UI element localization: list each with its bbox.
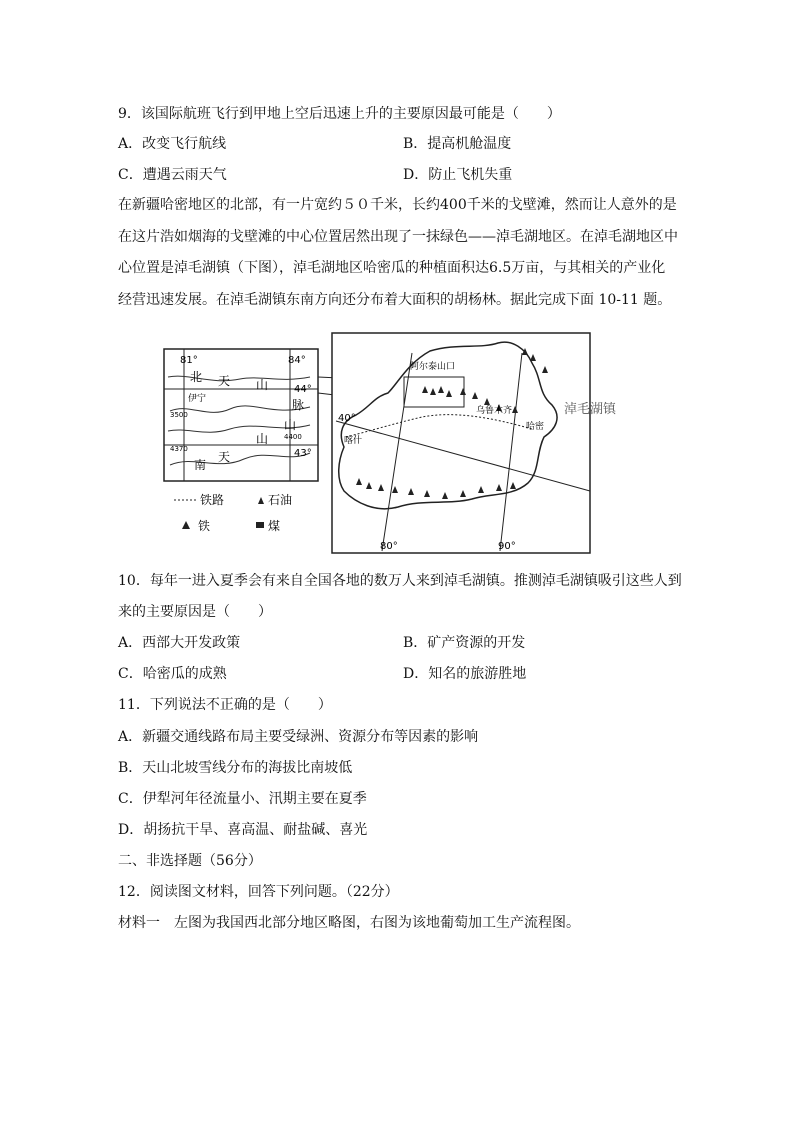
material-line: 在新疆哈密地区的北部，有一片宽约５０千米，长约400千米的戈壁滩，然而让人意外的是 [118, 197, 677, 213]
q9-stem: 9．该国际航班飞行到甲地上空后迅速上升的主要原因最可能是（ ） [118, 106, 561, 122]
q10-stem-line1: 10．每年一进入夏季会有来自全国各地的数万人来到淖毛湖镇。推测淖毛湖镇吸引这些人到 [118, 573, 682, 589]
inset-range-label: 南 [194, 458, 207, 472]
q10-option-c: C．哈密瓜的成熟 [118, 666, 227, 682]
q11-option-b: B．天山北坡雪线分布的海拔比南坡低 [118, 760, 353, 776]
material-line: 经营迅速发展。在淖毛湖镇东南方向还分布着大面积的胡杨林。据此完成下面 10-11 题。 [118, 291, 672, 308]
inset-elevation: 4370 [170, 445, 188, 453]
q9-option-c: C．遭遇云雨天气 [118, 167, 227, 183]
legend-oil-label: 石油 [268, 493, 293, 507]
legend-oil-icon [258, 497, 264, 504]
lat-40-label: 40° [338, 413, 356, 424]
q10-stem-line2: 来的主要原因是（ ） [118, 604, 272, 620]
urumqi-label: 乌鲁木齐 [476, 406, 513, 416]
q10-option-a: A．西部大开发政策 [118, 635, 241, 651]
inset-range-label: 山 [256, 432, 269, 446]
legend-coal-icon [256, 522, 264, 528]
section2-title: 二、非选择题（56分） [118, 853, 262, 869]
lon-80-label: 80° [380, 541, 398, 552]
inset-lat-bottom: 43° [294, 448, 312, 459]
legend-iron-icon [182, 521, 190, 529]
kashgar-label: 喀什 [344, 436, 363, 446]
inset-city-label: 伊宁 [188, 394, 207, 404]
inset-lat-top: 44° [294, 384, 312, 395]
xinjiang-map-figure [160, 333, 617, 555]
q12-material1: 材料一 左图为我国西北部分地区略图，右图为该地葡萄加工生产流程图。 [118, 915, 580, 931]
inset-range-label: 山 [284, 418, 297, 432]
q10-option-d: D．知名的旅游胜地 [403, 666, 527, 682]
inset-elevation: 3500 [170, 411, 188, 419]
legend-iron-label: 铁 [198, 519, 211, 533]
q11-option-a: A．新疆交通线路布局主要受绿洲、资源分布等因素的影响 [118, 729, 479, 745]
inset-range-label: 脉 [292, 398, 305, 412]
material-paragraph [118, 190, 684, 316]
q11-option-c: C．伊犁河年径流量小、汛期主要在夏季 [118, 791, 367, 807]
material-line: 在这片浩如烟海的戈壁滩的中心位置居然出现了一抹绿色——淖毛湖地区。在淖毛湖地区中 [118, 228, 678, 245]
inset-range-label: 天 [218, 374, 231, 388]
q9-option-a: A．改变飞行航线 [118, 136, 227, 152]
naomaohu-town-label: 淖毛湖镇 [564, 402, 617, 417]
q11-option-d: D．胡扬抗干旱、喜高温、耐盐碱、喜光 [118, 822, 368, 838]
map-svg [160, 333, 617, 555]
q9-option-b: B．提高机舱温度 [403, 136, 512, 152]
q9-option-d: D．防止飞机失重 [403, 167, 513, 183]
inset-elevation: 4400 [284, 433, 302, 441]
inset-range-label: 北 [190, 370, 203, 384]
altai-pass-label: 阿尔泰山口 [410, 362, 456, 372]
inset-lon-right: 84° [288, 355, 306, 366]
q11-stem: 11．下列说法不正确的是（ ） [118, 697, 332, 713]
inset-lon-left: 81° [180, 355, 198, 366]
lon-90-label: 90° [498, 541, 516, 552]
q12-stem: 12．阅读图文材料，回答下列问题。（22分） [118, 884, 399, 900]
legend-coal-label: 煤 [268, 519, 281, 533]
inset-range-label: 山 [256, 378, 269, 392]
inset-range-label: 天 [218, 450, 231, 464]
material-line: 心位置是淖毛湖镇（下图），淖毛湖地区哈密瓜的种植面积达6.5万亩，与其相关的产业化 [118, 260, 666, 276]
legend-railway-label: 铁路 [200, 493, 225, 507]
hami-label: 哈密 [526, 422, 545, 432]
q10-option-b: B．矿产资源的开发 [403, 635, 526, 651]
